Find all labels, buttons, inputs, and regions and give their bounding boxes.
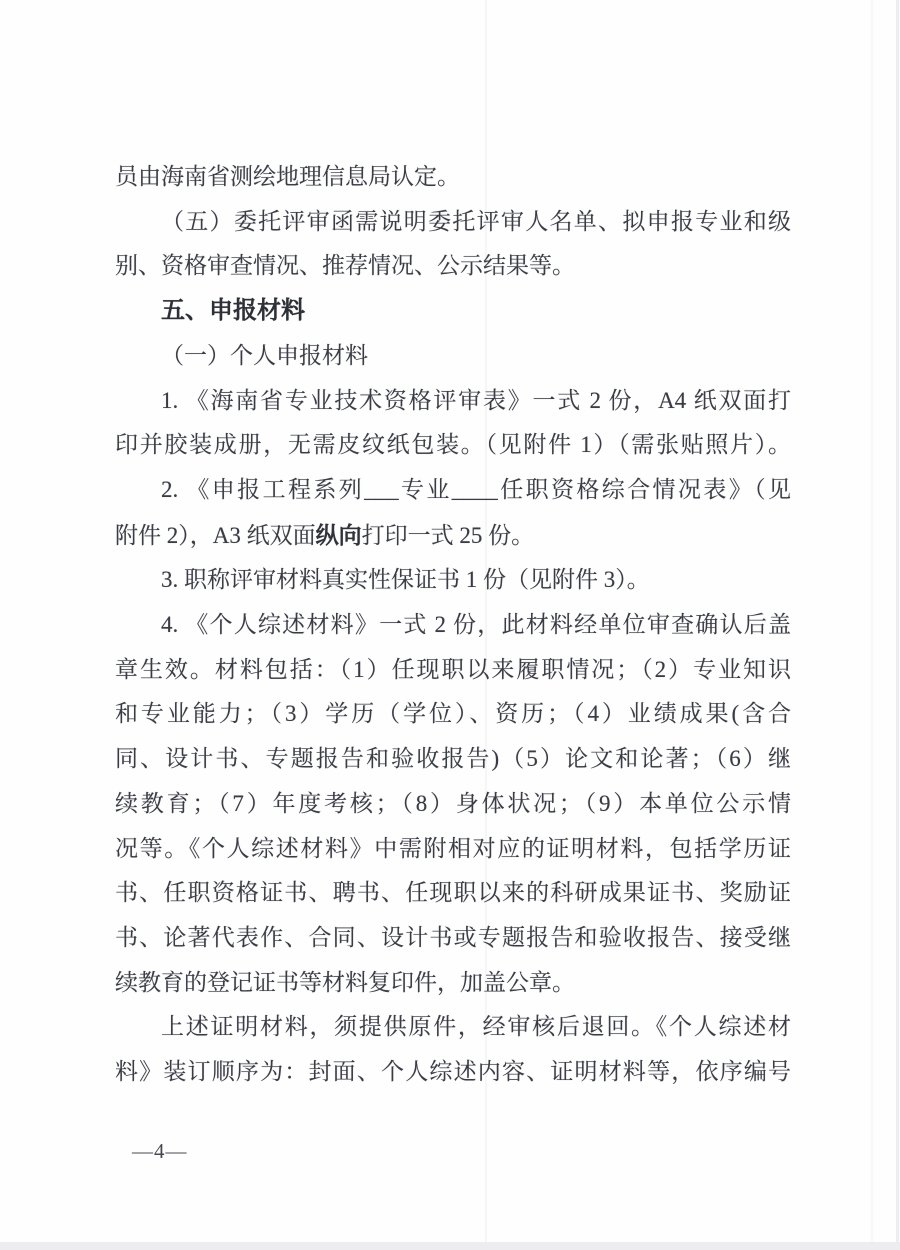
text-line: 况等。《个人综述材料》中需附相对应的证明材料，包括学历证: [115, 835, 791, 861]
page-number: —4—: [132, 1139, 188, 1163]
text-line: 书、任职资格证书、聘书、任现职以来的科研成果证书、奖励证: [115, 880, 791, 906]
text-segment: 附件 2），A3 纸双面: [115, 522, 316, 548]
text-line: 印并胶装成册，无需皮纹纸包装。（见附件 1）（需张贴照片）。: [115, 432, 791, 458]
document-body: [115, 155, 791, 1095]
text-line: 料》装订顺序为：封面、个人综述内容、证明材料等，依序编号: [115, 1059, 791, 1085]
text-line: 续教育；（7）年度考核；（8）身体状况；（9）本单位公示情: [115, 790, 791, 816]
text-line: 续教育的登记证书等材料复印件，加盖公章。: [115, 969, 575, 995]
scan-fold-line: [871, 0, 873, 1250]
section-heading: 五、申报材料: [161, 297, 305, 325]
text-line: 别、资格审查情况、推荐情况、公示结果等。: [115, 253, 575, 279]
text-line: 书、论著代表作、合同、设计书或专题报告和验收报告、接受继: [115, 924, 791, 950]
text-line: 章生效。材料包括：（1）任现职以来履职情况；（2）专业知识: [115, 656, 792, 682]
text-segment-bold: 纵向: [315, 521, 362, 548]
subsection-heading: （一）个人申报材料: [161, 342, 368, 368]
text-line: 和专业能力；（3）学历（学位）、资历；（4）业绩成果(含合: [115, 701, 791, 727]
text-line: 上述证明材料，须提供原件，经审核后退回。《个人综述材: [161, 1014, 791, 1040]
text-line: [115, 513, 791, 559]
text-line: （五）委托评审函需说明委托评审人名单、拟申报专业和级: [161, 208, 791, 234]
text-segment: 打印一式 25 份。: [361, 522, 535, 548]
scan-bottom-band: [0, 1242, 900, 1250]
text-line: 2. 《申报工程系列___专业____任职资格综合情况表》（见: [161, 476, 791, 502]
text-line: 4. 《个人综述材料》一式 2 份，此材料经单位审查确认后盖: [161, 612, 791, 638]
text-line: 1. 《海南省专业技术资格评审表》一式 2 份，A4 纸双面打: [161, 387, 791, 413]
text-line: 3. 职称评审材料真实性保证书 1 份（见附件 3）。: [161, 567, 650, 593]
text-line: 同、设计书、专题报告和验收报告)（5）论文和论著；（6）继: [115, 746, 791, 772]
text-line: 员由海南省测绘地理信息局认定。: [115, 164, 460, 189]
scan-edge-shadow: [896, 0, 899, 1250]
